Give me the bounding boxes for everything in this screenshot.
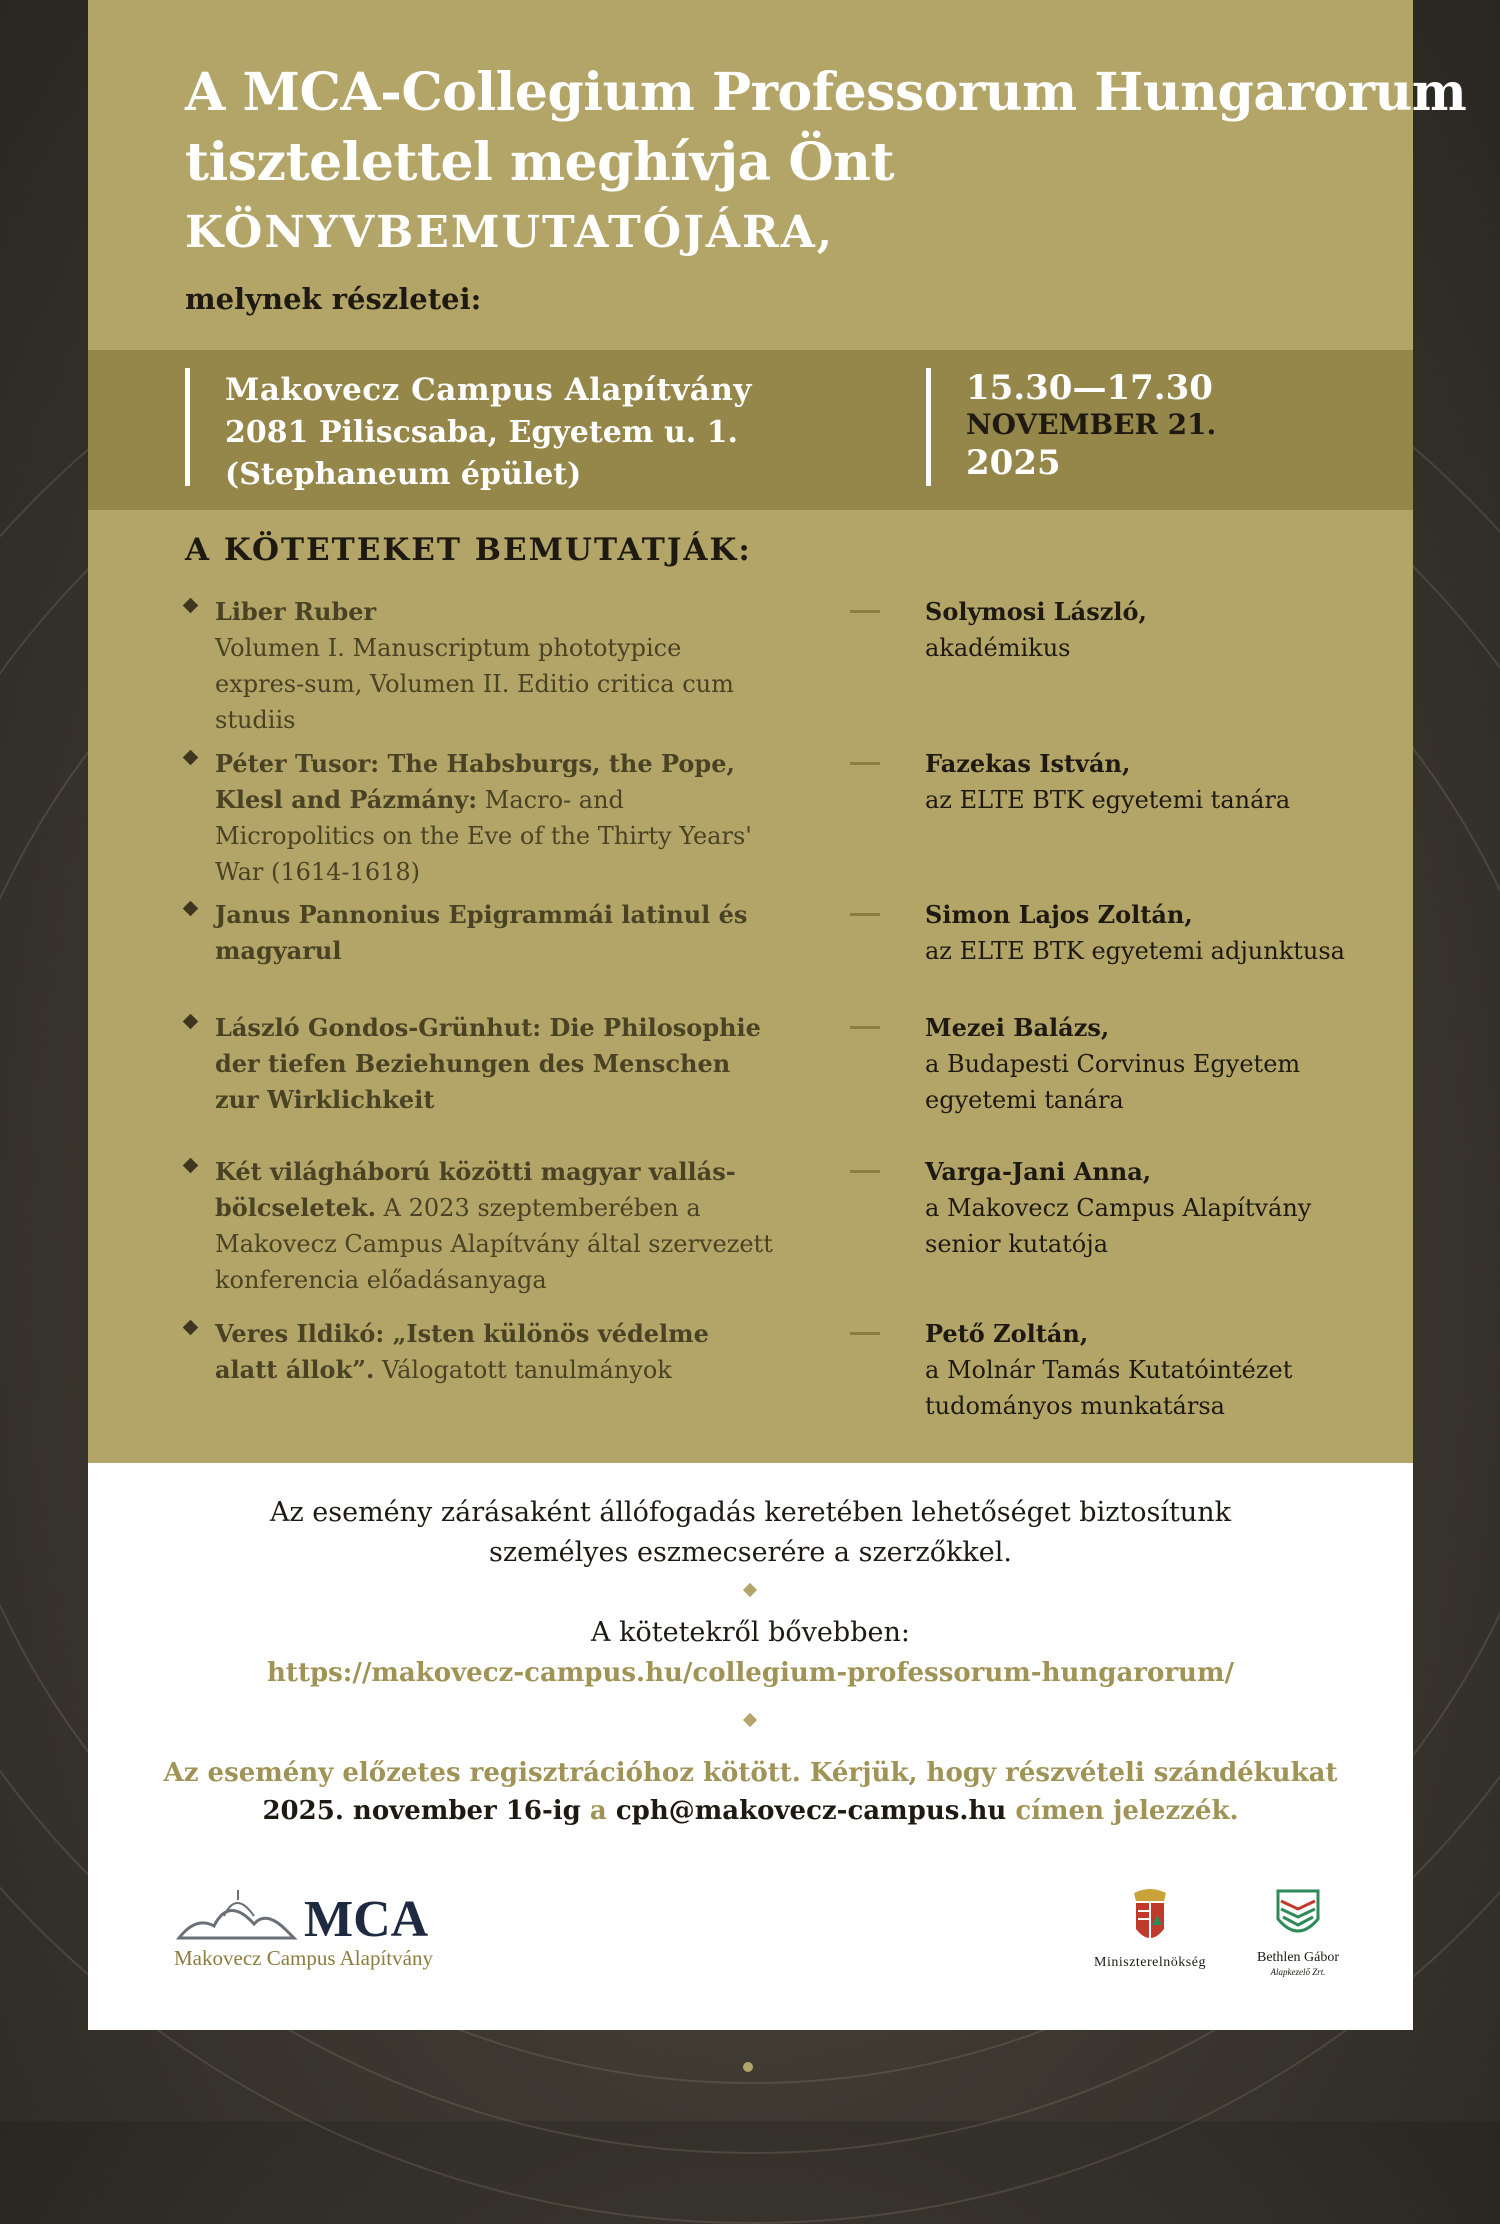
- bga-shield-icon: [1248, 1885, 1348, 1947]
- book-entry: [215, 594, 775, 738]
- reception-note-line-1: Az esemény zárásaként állófogadás keretében lehetőséget biztosítunk: [269, 1497, 1232, 1528]
- venue-building: (Stephaneum épület): [225, 457, 582, 492]
- title-line-3: KÖNYVBEMUTATÓJÁRA,: [185, 207, 835, 258]
- book-title: Két világháború közötti magyar vallás-bölcseletek.: [215, 1157, 736, 1222]
- mca-logo-title: MCA: [304, 1891, 429, 1948]
- event-time: 15.30—17.30: [966, 368, 1213, 408]
- dash-separator: [850, 1332, 880, 1335]
- venue-block: [185, 368, 752, 492]
- event-year: 2025: [966, 443, 1061, 483]
- registration-email[interactable]: cph@makovecz-campus.hu: [615, 1796, 1007, 1826]
- presenter: [925, 1316, 1385, 1424]
- hungarian-coat-of-arms-icon: [1070, 1885, 1230, 1953]
- presenter-name: Solymosi László,: [925, 597, 1147, 626]
- bga-title: Bethlen Gábor: [1256, 1950, 1340, 1965]
- bullet-icon: [183, 901, 199, 917]
- book-title: Liber Ruber: [215, 597, 377, 626]
- presenter-role: az ELTE BTK egyetemi tanára: [925, 786, 1291, 814]
- presenter-role: az ELTE BTK egyetemi adjunktusa: [925, 937, 1345, 965]
- presenter: [925, 897, 1385, 969]
- book-entry: [215, 897, 775, 969]
- dash-separator: [850, 762, 880, 765]
- bga-label: [1248, 1951, 1348, 1979]
- book-title: Janus Pannonius Epigrammái latinul és magyarul: [215, 900, 748, 965]
- presenter-name: Simon Lajos Zoltán,: [925, 900, 1193, 929]
- dash-separator: [850, 610, 880, 613]
- book-entry: [215, 1316, 775, 1388]
- registration-end: címen jelezzék.: [1015, 1796, 1239, 1826]
- mca-logo-subtitle: Makovecz Campus Alapítvány: [174, 1946, 433, 1970]
- bullet-icon: [183, 598, 199, 614]
- book-title: László Gondos-Grünhut: Die Philosophie der tiefen Beziehungen des Menschen zur Wirklichkeit: [215, 1013, 761, 1114]
- registration-line-1: Az esemény előzetes regisztrációhoz kötött. Kérjük, hogy részvételi szándékukat: [163, 1758, 1338, 1788]
- reception-note: [88, 1493, 1413, 1573]
- bga-logo: [1248, 1885, 1348, 1985]
- schedule-block: [926, 368, 1216, 486]
- book-description: Volumen I. Manuscriptum phototypice expres-sum, Volumen II. Editio critica cum studiis: [215, 634, 734, 734]
- reception-note-line-2: személyes eszmecserére a szerzőkkel.: [489, 1537, 1012, 1568]
- ministry-label: Miniszterelnökség: [1094, 1955, 1206, 1970]
- registration-a: a: [589, 1796, 607, 1826]
- book-description: A 2023 szeptemberében a Makovecz Campus Alapítvány által szervezett konferencia előadásanyaga: [215, 1194, 773, 1294]
- registration-deadline: 2025. november 16-ig: [262, 1796, 581, 1826]
- presenter-name: Mezei Balázs,: [925, 1013, 1110, 1042]
- ministry-logo: [1070, 1885, 1230, 1985]
- presenter: [925, 1154, 1385, 1262]
- event-details-band: [88, 350, 1413, 510]
- venue-name: Makovecz Campus Alapítvány: [225, 372, 752, 408]
- presenter-role: akadémikus: [925, 634, 1071, 662]
- details-intro: melynek részletei:: [185, 282, 482, 316]
- header: [185, 58, 1467, 316]
- bullet-icon: [183, 1158, 199, 1174]
- presenters-heading: A KÖTETEKET BEMUTATJÁK:: [185, 532, 752, 568]
- bga-subtitle: Alapkezelő Zrt.: [1270, 1967, 1326, 1977]
- diamond-divider-icon: [743, 1713, 757, 1727]
- bottom-ornament-icon: [743, 2062, 753, 2072]
- book-entry: [215, 1154, 775, 1298]
- presenter-name: Fazekas István,: [925, 749, 1131, 778]
- book-entry: [215, 1010, 775, 1118]
- book-entry: [215, 746, 775, 890]
- presenter-role: a Budapesti Corvinus Egyetem egyetemi tanára: [925, 1050, 1301, 1114]
- bullet-icon: [183, 1320, 199, 1336]
- dash-separator: [850, 1170, 880, 1173]
- invitation-poster: [88, 0, 1467, 2030]
- event-date: NOVEMBER 21.: [966, 408, 1217, 441]
- more-info-url[interactable]: https://makovecz-campus.hu/collegium-professorum-hungarorum/: [267, 1658, 1234, 1688]
- diamond-divider-icon: [743, 1583, 757, 1597]
- presenter: [925, 594, 1385, 666]
- presenter-name: Varga-Jani Anna,: [925, 1157, 1152, 1186]
- mca-domes-icon: [174, 1886, 299, 1946]
- bullet-icon: [183, 1014, 199, 1030]
- title-line-1: A MCA-Collegium Professorum Hungarorum: [185, 62, 1467, 123]
- mca-logo: [174, 1886, 434, 1976]
- presenter: [925, 746, 1385, 818]
- dash-separator: [850, 1026, 880, 1029]
- book-description: Válogatott tanulmányok: [381, 1356, 672, 1384]
- book-title: Veres Ildikó: „Isten különös védelme alatt állok”.: [215, 1319, 709, 1384]
- presenter: [925, 1010, 1385, 1118]
- bullet-icon: [183, 750, 199, 766]
- dash-separator: [850, 913, 880, 916]
- title-line-2: tisztelettel meghívja Önt: [185, 132, 894, 193]
- presenter-name: Pető Zoltán,: [925, 1319, 1089, 1348]
- book-title: Péter Tusor: The Habsburgs, the Pope, Klesl and Pázmány:: [215, 749, 735, 814]
- footer-panel: [88, 1463, 1413, 2030]
- more-info-link[interactable]: [88, 1653, 1413, 1693]
- registration-line-2: [88, 1791, 1413, 1831]
- more-info-label: A kötetekről bővebben:: [591, 1617, 910, 1648]
- presenter-role: a Molnár Tamás Kutatóintézet tudományos munkatársa: [925, 1356, 1293, 1420]
- book-description: Macro- and Micropolitics on the Eve of the Thirty Years' War (1614-1618): [215, 786, 752, 886]
- venue-address: 2081 Piliscsaba, Egyetem u. 1.: [225, 415, 738, 450]
- presenter-role: a Makovecz Campus Alapítvány senior kutatója: [925, 1194, 1312, 1258]
